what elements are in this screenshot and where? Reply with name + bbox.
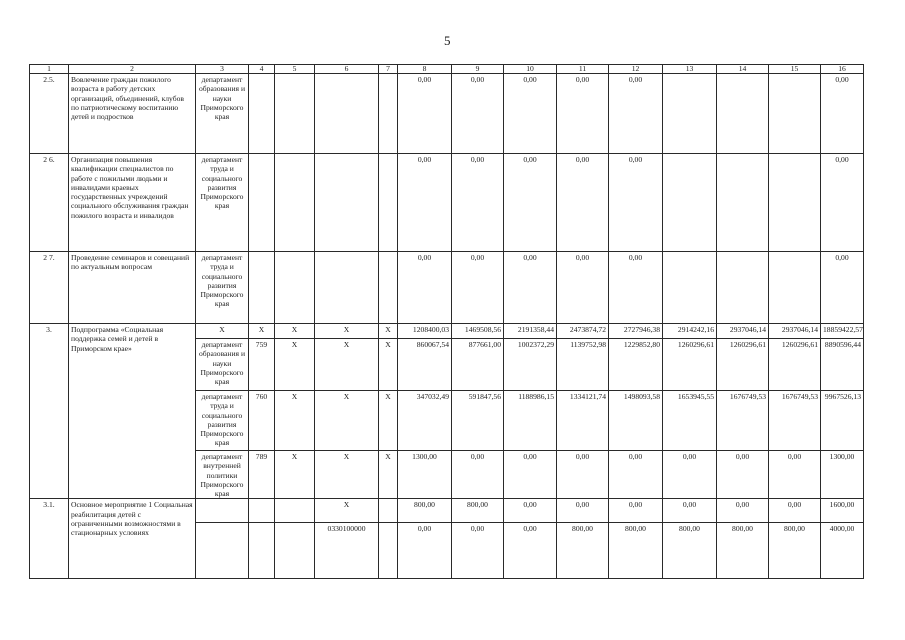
value-cell: 2727946,38: [609, 324, 663, 339]
col-header: 14: [717, 65, 769, 74]
code-cell: X: [275, 339, 315, 391]
row-department: департамент труда и социального развития Приморского края: [196, 391, 249, 451]
row-department: департамент образования и науки Приморского края: [196, 339, 249, 391]
value-cell: 9967526,13: [821, 391, 864, 451]
value-cell: 800,00: [769, 523, 821, 579]
value-cell: 0,00: [452, 523, 504, 579]
col-header: 13: [663, 65, 717, 74]
value-cell: 0,00: [398, 252, 452, 324]
row-number: 3.: [30, 324, 69, 499]
value-cell: 1208400,03: [398, 324, 452, 339]
value-cell: 0,00: [398, 74, 452, 154]
value-cell: 0,00: [769, 499, 821, 523]
value-cell: 0,00: [452, 74, 504, 154]
row-name: Организация повышения квалификации специалистов по работе с пожилыми людьми и инвалидами краевых государственных учреждений социального обслуживания граждан пожилого возраста и инвалидов: [69, 154, 196, 252]
value-cell: 1498093,58: [609, 391, 663, 451]
value-cell: 1260296,61: [663, 339, 717, 391]
code-cell: X: [379, 391, 398, 451]
value-cell: 877661,00: [452, 339, 504, 391]
code-cell: X: [249, 324, 275, 339]
col-header: 15: [769, 65, 821, 74]
value-cell: 0,00: [504, 74, 557, 154]
table-row: [30, 154, 864, 252]
row-number: 3.1.: [30, 499, 69, 579]
code-cell: X: [379, 324, 398, 339]
value-cell: 0,00: [398, 154, 452, 252]
value-cell: 0,00: [452, 451, 504, 499]
col-header: 3: [196, 65, 249, 74]
row-department: департамент внутренней политики Приморского края: [196, 451, 249, 499]
code-cell: X: [315, 391, 379, 451]
value-cell: 0,00: [609, 74, 663, 154]
table-row: [30, 74, 864, 154]
row-number: 2 7.: [30, 252, 69, 324]
col-header: 7: [379, 65, 398, 74]
col-header: 10: [504, 65, 557, 74]
value-cell: 0,00: [663, 499, 717, 523]
row-number: 2 6.: [30, 154, 69, 252]
col-header: 2: [69, 65, 196, 74]
code-cell: 759: [249, 339, 275, 391]
value-cell: 0,00: [821, 154, 864, 252]
code-cell: X: [315, 451, 379, 499]
value-cell: 800,00: [452, 499, 504, 523]
value-cell: 1260296,61: [717, 339, 769, 391]
value-cell: 1300,00: [398, 451, 452, 499]
value-cell: 1139752,98: [557, 339, 609, 391]
row-name: Подпрограмма «Социальная поддержка семей и детей в Приморском крае»: [69, 324, 196, 499]
value-cell: 1653945,55: [663, 391, 717, 451]
code-cell: 760: [249, 391, 275, 451]
value-cell: 0,00: [398, 523, 452, 579]
value-cell: 4000,00: [821, 523, 864, 579]
row-name: Проведение семинаров и совещаний по актуальным вопросам: [69, 252, 196, 324]
value-cell: 0,00: [504, 451, 557, 499]
value-cell: 2937046,14: [769, 324, 821, 339]
value-cell: 1334121,74: [557, 391, 609, 451]
value-cell: 0,00: [609, 499, 663, 523]
value-cell: 1188986,15: [504, 391, 557, 451]
value-cell: 0,00: [504, 252, 557, 324]
value-cell: 0,00: [557, 451, 609, 499]
value-cell: 1676749,53: [717, 391, 769, 451]
value-cell: 18859422,57: [821, 324, 864, 339]
value-cell: 0,00: [663, 451, 717, 499]
value-cell: 2473874,72: [557, 324, 609, 339]
code-cell: X: [275, 391, 315, 451]
value-cell: 8890596,44: [821, 339, 864, 391]
col-header: 6: [315, 65, 379, 74]
col-header: 1: [30, 65, 69, 74]
row-department: департамент образования и науки Приморского края: [196, 74, 249, 154]
code-cell: 0330100000: [315, 523, 379, 579]
code-cell: X: [275, 324, 315, 339]
value-cell: 0,00: [609, 451, 663, 499]
value-cell: 800,00: [398, 499, 452, 523]
value-cell: 0,00: [452, 252, 504, 324]
value-cell: 0,00: [821, 252, 864, 324]
value-cell: 1300,00: [821, 451, 864, 499]
value-cell: 1002372,29: [504, 339, 557, 391]
col-header: 11: [557, 65, 609, 74]
value-cell: 0,00: [557, 74, 609, 154]
value-cell: 1676749,53: [769, 391, 821, 451]
value-cell: 1469508,56: [452, 324, 504, 339]
value-cell: 0,00: [717, 499, 769, 523]
code-cell: X: [379, 339, 398, 391]
value-cell: 0,00: [609, 252, 663, 324]
row-name: Основное мероприятие 1 Социальная реабилитация детей с ограниченными возможностями в стационарных условиях: [69, 499, 196, 579]
col-header: 4: [249, 65, 275, 74]
column-number-row: [30, 65, 864, 74]
value-cell: 800,00: [557, 523, 609, 579]
value-cell: 0,00: [452, 154, 504, 252]
value-cell: 0,00: [504, 499, 557, 523]
value-cell: 0,00: [821, 74, 864, 154]
row-number: 2.5.: [30, 74, 69, 154]
value-cell: 0,00: [769, 451, 821, 499]
value-cell: 2914242,16: [663, 324, 717, 339]
row-department: департамент труда и социального развития Приморского края: [196, 252, 249, 324]
code-cell: X: [275, 451, 315, 499]
row-name: Вовлечение граждан пожилого возраста в работу детских организаций, объединений, клубов по патриотическому воспитанию детей и подростков: [69, 74, 196, 154]
table-row: [30, 499, 864, 523]
value-cell: 0,00: [504, 523, 557, 579]
value-cell: 591847,56: [452, 391, 504, 451]
row-department: департамент труда и социального развития Приморского края: [196, 154, 249, 252]
value-cell: 1229852,80: [609, 339, 663, 391]
value-cell: 860067,54: [398, 339, 452, 391]
value-cell: 0,00: [557, 252, 609, 324]
value-cell: 800,00: [663, 523, 717, 579]
value-cell: 800,00: [717, 523, 769, 579]
code-cell: X: [379, 451, 398, 499]
value-cell: 1600,00: [821, 499, 864, 523]
code-cell: X: [315, 339, 379, 391]
value-cell: 2191358,44: [504, 324, 557, 339]
value-cell: 0,00: [717, 451, 769, 499]
page-number: 5: [444, 33, 451, 48]
col-header: 8: [398, 65, 452, 74]
value-cell: 0,00: [557, 154, 609, 252]
col-header: 12: [609, 65, 663, 74]
col-header: 5: [275, 65, 315, 74]
col-header: 9: [452, 65, 504, 74]
value-cell: 800,00: [609, 523, 663, 579]
code-cell: X: [315, 499, 379, 523]
value-cell: 347032,49: [398, 391, 452, 451]
value-cell: 0,00: [557, 499, 609, 523]
value-cell: 0,00: [504, 154, 557, 252]
code-cell: X: [315, 324, 379, 339]
table-row: [30, 324, 864, 339]
col-header: 16: [821, 65, 864, 74]
row-department: X: [196, 324, 249, 339]
program-table: [29, 64, 864, 579]
code-cell: 789: [249, 451, 275, 499]
value-cell: 2937046,14: [717, 324, 769, 339]
value-cell: 0,00: [609, 154, 663, 252]
value-cell: 1260296,61: [769, 339, 821, 391]
table-row: [30, 252, 864, 324]
